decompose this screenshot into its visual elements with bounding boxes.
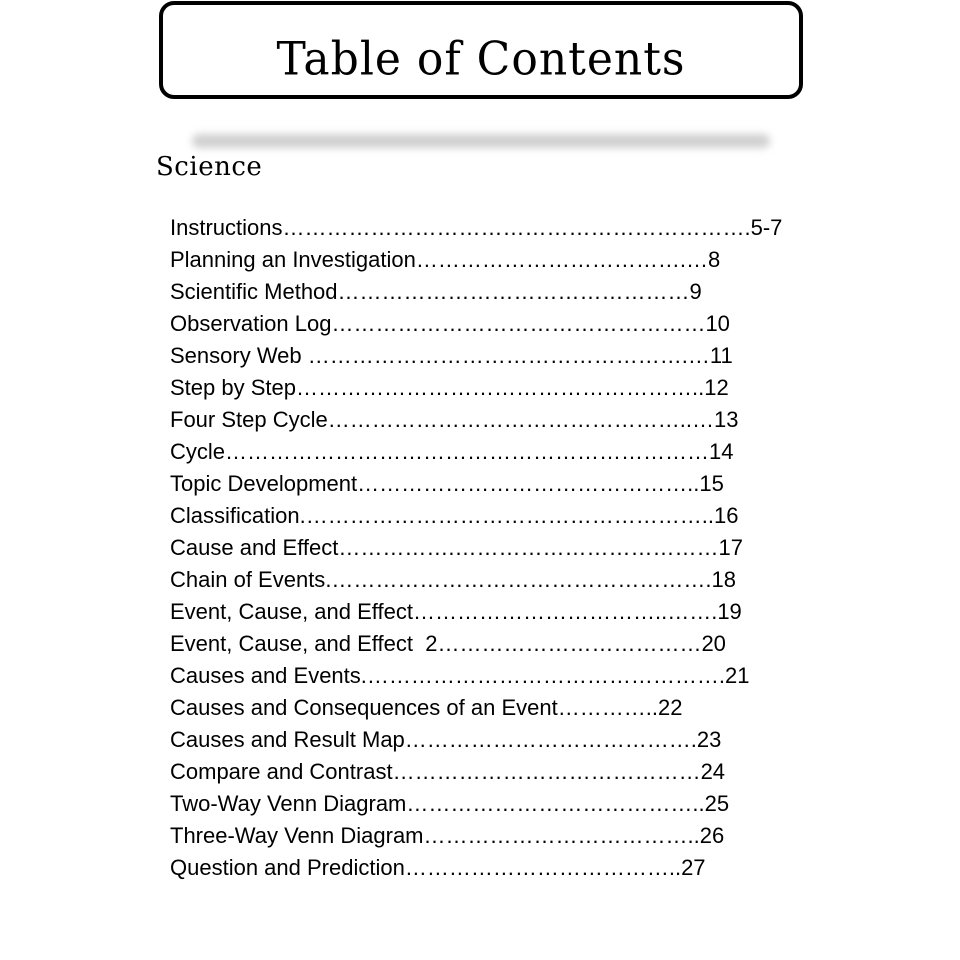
toc-page-number: 23 (696, 727, 722, 752)
toc-dot-leader: .……………………………………………. (325, 567, 712, 592)
toc-page-number: 25 (704, 791, 730, 816)
toc-page-number: 18 (711, 567, 737, 592)
toc-dot-leader: ……………………………..……. (412, 599, 718, 624)
toc-page-number: 20 (701, 631, 726, 656)
toc-entry-compare-and-contrast[interactable] (170, 756, 782, 788)
toc-dot-leader: .…………………………………………. (360, 663, 726, 688)
toc-entry-title: Causes and Events (170, 663, 361, 688)
toc-entry-event-cause-and-effect[interactable] (170, 596, 782, 628)
toc-entry-causes-and-consequences[interactable] (170, 692, 782, 724)
toc-entry-title: Three-Way Venn Diagram (170, 823, 424, 848)
toc-entry-observation-log[interactable] (170, 308, 782, 340)
toc-entry-title: Compare and Contrast (170, 759, 393, 784)
toc-entry-chain-of-events[interactable] (170, 564, 782, 596)
toc-page-number: 14 (709, 439, 734, 464)
toc-page-number: 26 (699, 823, 725, 848)
toc-entry-causes-and-events[interactable] (170, 660, 782, 692)
toc-entry-title: Planning an Investigation (170, 247, 416, 272)
toc-entry-title: Sensory Web (170, 343, 308, 368)
toc-dot-leader: …………………………………………..… (327, 407, 714, 432)
toc-dot-leader: ………………………………………………………… (225, 439, 710, 464)
toc-entry-classification[interactable] (170, 500, 782, 532)
toc-page-number: 16 (713, 503, 739, 528)
toc-entry-title: Causes and Consequences of an Event (170, 695, 558, 720)
toc-page-number: 15 (699, 471, 724, 496)
toc-entry-two-way-venn-diagram[interactable] (170, 788, 782, 820)
toc-list (170, 212, 782, 884)
toc-page-number: 22 (657, 695, 683, 720)
toc-dot-leader: ……………………………………………….. (295, 375, 705, 400)
toc-entry-title: Chain of Events (170, 567, 326, 592)
toc-page-number: 9 (689, 279, 702, 304)
toc-entry-title: Event, Cause, and Effect 2 (170, 631, 438, 656)
toc-dot-leader: …………………………………… (392, 759, 701, 784)
toc-dot-leader: ………………………………….. (406, 791, 705, 816)
toc-entry-event-cause-and-effect-2[interactable] (170, 628, 782, 660)
toc-entry-title: Event, Cause, and Effect (170, 599, 413, 624)
toc-entry-question-and-prediction[interactable] (170, 852, 782, 884)
toc-dot-leader: …………………………………. (404, 727, 697, 752)
toc-dot-leader: …………………………………………… (331, 311, 706, 336)
toc-entry-title: Two-Way Venn Diagram (170, 791, 407, 816)
toc-dot-leader: ………………………………………… (337, 279, 690, 304)
toc-dot-leader: ……………………………………….. (357, 471, 700, 496)
toc-page-number: 11 (709, 343, 733, 368)
toc-entry-title: Classification (170, 503, 300, 528)
toc-entry-title: Cause and Effect (170, 535, 339, 560)
page-title: Table of Contents (276, 32, 686, 86)
toc-page-number: 19 (717, 599, 742, 624)
toc-dot-leader: ……………………………….. (423, 823, 700, 848)
toc-entry-title: Question and Prediction (170, 855, 405, 880)
toc-entry-scientific-method[interactable] (170, 276, 782, 308)
decorative-shadow-bar (192, 134, 770, 148)
toc-page-number: 27 (681, 855, 706, 880)
toc-entry-planning-an-investigation[interactable] (170, 244, 782, 276)
toc-page-number: 17 (718, 535, 743, 560)
toc-entry-instructions[interactable] (170, 212, 782, 244)
toc-entry-title: Instructions (170, 215, 283, 240)
toc-entry-title: Topic Development (170, 471, 358, 496)
toc-entry-topic-development[interactable] (170, 468, 782, 500)
section-heading: Science (156, 152, 263, 182)
toc-entry-title: Observation Log (170, 311, 332, 336)
toc-entry-title: Scientific Method (170, 279, 338, 304)
toc-entry-cycle[interactable] (170, 436, 782, 468)
toc-dot-leader: ……………………………….. (404, 855, 682, 880)
toc-entry-title: Cycle (170, 439, 226, 464)
toc-dot-leader: …………….……………………………… (338, 535, 719, 560)
toc-dot-leader: …………………………………………….… (307, 343, 710, 368)
toc-dot-leader: ……………………………….… (415, 247, 708, 272)
toc-entry-title: Causes and Result Map (170, 727, 405, 752)
toc-entry-causes-and-result-map[interactable] (170, 724, 782, 756)
toc-page-number: 24 (700, 759, 726, 784)
toc-entry-three-way-venn-diagram[interactable] (170, 820, 782, 852)
toc-page-number: 13 (713, 407, 739, 432)
toc-page-number: 10 (705, 311, 730, 336)
toc-dot-leader: ………….. (557, 695, 658, 720)
title-box (159, 1, 803, 99)
toc-entry-title: Four Step Cycle (170, 407, 328, 432)
toc-entry-four-step-cycle[interactable] (170, 404, 782, 436)
toc-dot-leader: ………………………………………………………. (282, 215, 751, 240)
toc-dot-leader: ……………………………… (437, 631, 702, 656)
toc-page-number: 21 (725, 663, 750, 688)
toc-dot-leader: .……………………………………………….. (299, 503, 714, 528)
toc-page-number: 5-7 (750, 215, 783, 240)
toc-entry-sensory-web[interactable] (170, 340, 782, 372)
toc-entry-cause-and-effect[interactable] (170, 532, 782, 564)
toc-page-number: 8 (707, 247, 721, 272)
toc-page-number: 12 (704, 375, 729, 400)
toc-entry-title: Step by Step (170, 375, 296, 400)
toc-entry-step-by-step[interactable] (170, 372, 782, 404)
